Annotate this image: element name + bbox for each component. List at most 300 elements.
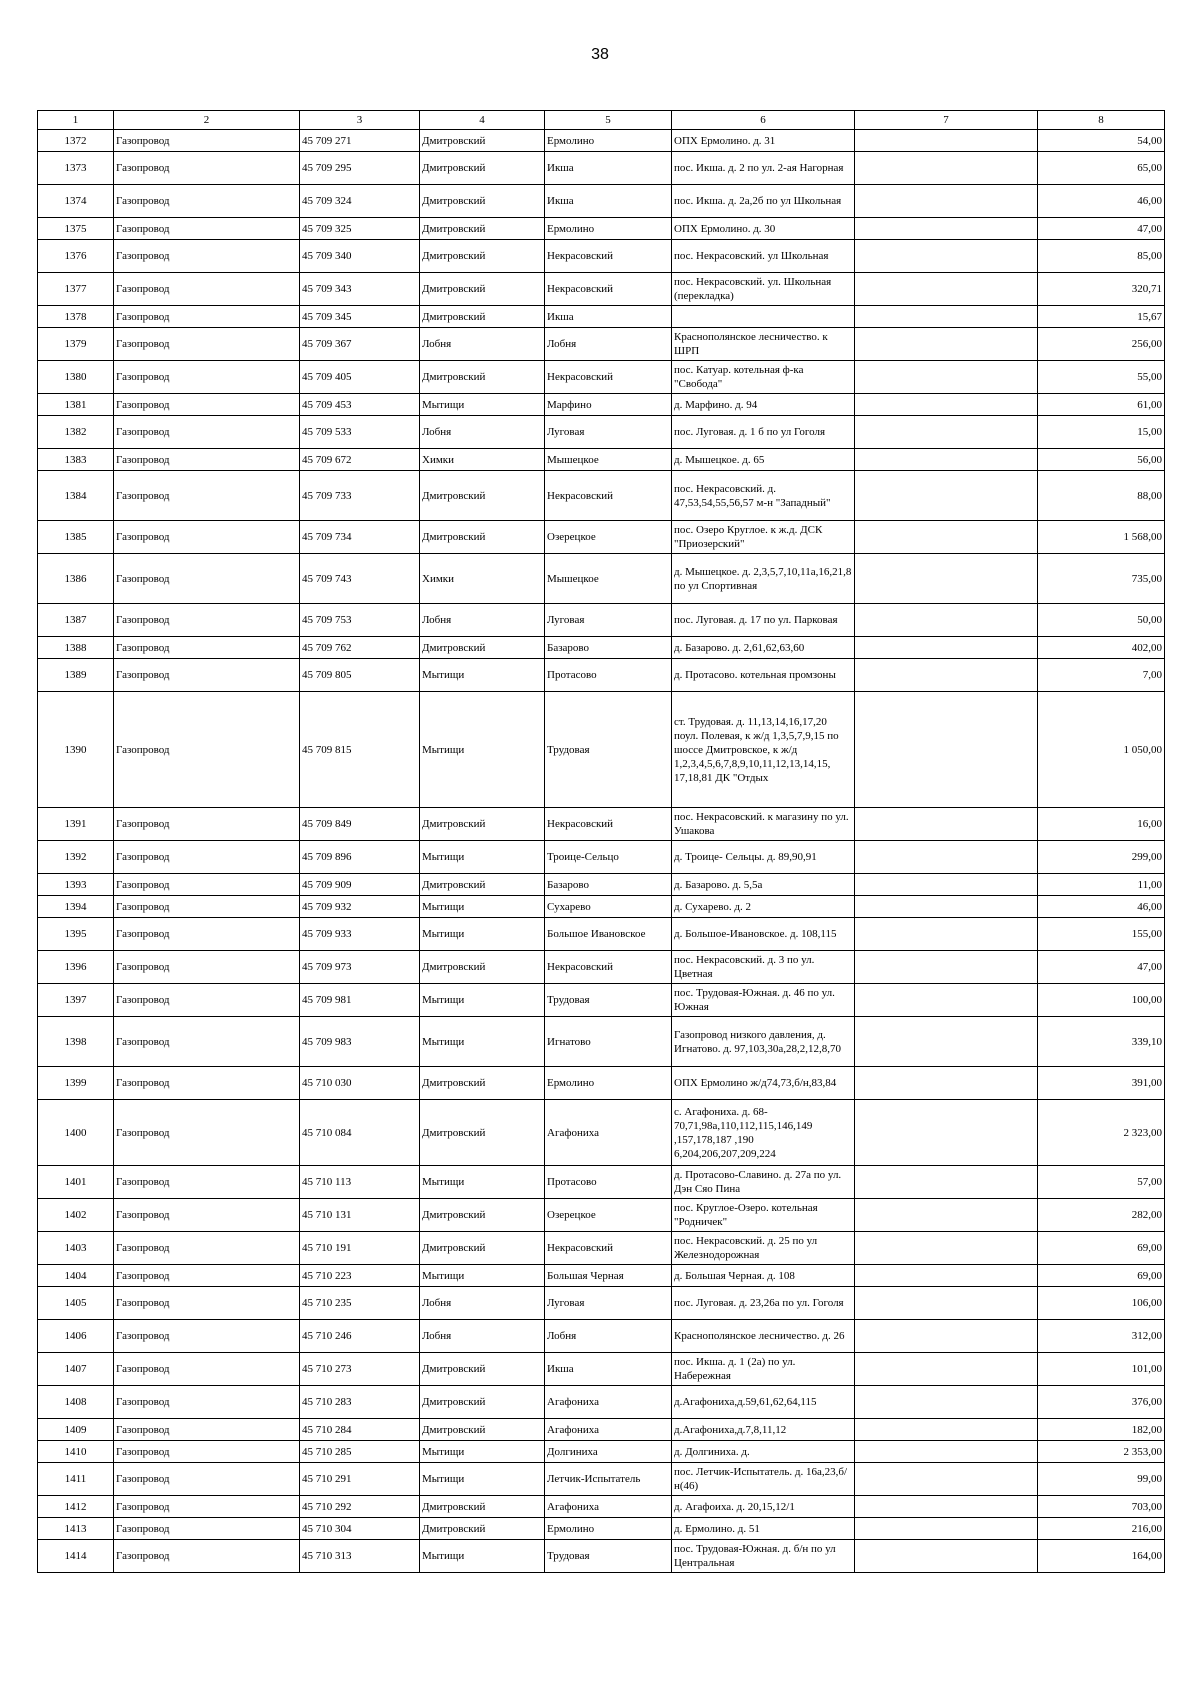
cell-address: д. Агафоиха. д. 20,15,12/1 [672,1496,855,1518]
table-row [38,1067,1165,1100]
table-row [38,1518,1165,1540]
cell-address: пос. Икша. д. 2а,2б по ул Школьная [672,185,855,218]
cell-object-type: Газопровод [114,604,300,637]
table-row [38,361,1165,394]
cell-note [855,1166,1038,1199]
cell-address: д. Базарово. д. 5,5а [672,874,855,896]
cell-object-code: 45 709 983 [300,1017,420,1067]
cell-district: Лобня [420,328,545,361]
cell-locality: Некрасовский [545,240,672,273]
cell-row-number: 1376 [38,240,114,273]
cell-object-type: Газопровод [114,896,300,918]
cell-length: 46,00 [1038,896,1165,918]
table-row [38,449,1165,471]
cell-object-code: 45 710 283 [300,1386,420,1419]
cell-note [855,1441,1038,1463]
cell-object-type: Газопровод [114,328,300,361]
table-row [38,1419,1165,1441]
cell-object-type: Газопровод [114,918,300,951]
cell-row-number: 1387 [38,604,114,637]
cell-locality: Протасово [545,659,672,692]
cell-object-type: Газопровод [114,306,300,328]
cell-object-code: 45 710 235 [300,1287,420,1320]
cell-row-number: 1397 [38,984,114,1017]
cell-object-type: Газопровод [114,1441,300,1463]
cell-object-type: Газопровод [114,218,300,240]
cell-object-code: 45 709 762 [300,637,420,659]
cell-object-type: Газопровод [114,361,300,394]
table-row [38,185,1165,218]
table-row [38,554,1165,604]
table-row [38,1320,1165,1353]
column-header: 2 [114,111,300,130]
cell-note [855,240,1038,273]
cell-row-number: 1404 [38,1265,114,1287]
cell-note [855,1067,1038,1100]
cell-object-type: Газопровод [114,471,300,521]
cell-note [855,984,1038,1017]
cell-length: 65,00 [1038,152,1165,185]
cell-address: д. Протасово. котельная промзоны [672,659,855,692]
cell-district: Мытищи [420,692,545,808]
cell-note [855,951,1038,984]
table-row [38,1199,1165,1232]
cell-district: Мытищи [420,1017,545,1067]
cell-row-number: 1410 [38,1441,114,1463]
cell-address: Краснополянское лесничество. к ШРП [672,328,855,361]
cell-object-code: 45 710 131 [300,1199,420,1232]
cell-address: пос. Трудовая-Южная. д. б/н по ул Центральная [672,1540,855,1573]
cell-object-code: 45 710 113 [300,1166,420,1199]
cell-object-code: 45 709 325 [300,218,420,240]
cell-object-type: Газопровод [114,185,300,218]
table-row [38,918,1165,951]
cell-object-code: 45 709 295 [300,152,420,185]
cell-note [855,874,1038,896]
column-header: 4 [420,111,545,130]
cell-object-type: Газопровод [114,1166,300,1199]
cell-district: Дмитровский [420,273,545,306]
cell-locality: Ермолино [545,218,672,240]
cell-locality: Лобня [545,1320,672,1353]
cell-address: пос. Некрасовский. к магазину по ул. Ушакова [672,808,855,841]
cell-locality: Икша [545,185,672,218]
cell-row-number: 1403 [38,1232,114,1265]
cell-object-type: Газопровод [114,1419,300,1441]
table-row [38,1232,1165,1265]
cell-note [855,273,1038,306]
cell-address: д. Марфино. д. 94 [672,394,855,416]
cell-locality: Летчик-Испытатель [545,1463,672,1496]
column-header: 3 [300,111,420,130]
cell-row-number: 1394 [38,896,114,918]
cell-address: д. Ермолино. д. 51 [672,1518,855,1540]
cell-length: 46,00 [1038,185,1165,218]
cell-locality: Ермолино [545,1067,672,1100]
cell-address: д. Долгиниха. д. [672,1441,855,1463]
cell-note [855,1287,1038,1320]
cell-object-type: Газопровод [114,692,300,808]
table-row [38,808,1165,841]
table-row [38,896,1165,918]
cell-row-number: 1373 [38,152,114,185]
cell-row-number: 1401 [38,1166,114,1199]
cell-object-type: Газопровод [114,1518,300,1540]
cell-address: пос. Катуар. котельная ф-ка "Свобода" [672,361,855,394]
cell-length: 57,00 [1038,1166,1165,1199]
cell-length: 735,00 [1038,554,1165,604]
cell-object-type: Газопровод [114,1353,300,1386]
cell-district: Мытищи [420,1441,545,1463]
cell-district: Дмитровский [420,1199,545,1232]
cell-district: Химки [420,554,545,604]
cell-length: 2 323,00 [1038,1100,1165,1166]
cell-row-number: 1409 [38,1419,114,1441]
table-row [38,1386,1165,1419]
cell-object-type: Газопровод [114,1265,300,1287]
cell-district: Дмитровский [420,521,545,554]
cell-address: пос. Трудовая-Южная. д. 46 по ул. Южная [672,984,855,1017]
cell-note [855,896,1038,918]
cell-district: Дмитровский [420,1232,545,1265]
cell-object-type: Газопровод [114,130,300,152]
cell-note [855,1232,1038,1265]
column-header: 6 [672,111,855,130]
cell-note [855,1199,1038,1232]
cell-object-code: 45 709 932 [300,896,420,918]
cell-object-code: 45 709 340 [300,240,420,273]
cell-row-number: 1411 [38,1463,114,1496]
cell-locality: Некрасовский [545,471,672,521]
table-row [38,394,1165,416]
cell-row-number: 1398 [38,1017,114,1067]
cell-address: д. Мышецкое. д. 2,3,5,7,10,11а,16,21,8 по ул Спортивная [672,554,855,604]
table-row [38,1265,1165,1287]
table-row [38,521,1165,554]
cell-row-number: 1407 [38,1353,114,1386]
cell-length: 88,00 [1038,471,1165,521]
cell-district: Мытищи [420,841,545,874]
cell-row-number: 1391 [38,808,114,841]
cell-note [855,918,1038,951]
cell-object-code: 45 710 030 [300,1067,420,1100]
table-row [38,240,1165,273]
table-row [38,1540,1165,1573]
cell-note [855,1320,1038,1353]
cell-locality: Мышецкое [545,554,672,604]
cell-locality: Базарово [545,874,672,896]
cell-length: 256,00 [1038,328,1165,361]
cell-note [855,1265,1038,1287]
cell-district: Дмитровский [420,1496,545,1518]
cell-object-type: Газопровод [114,1386,300,1419]
cell-length: 47,00 [1038,218,1165,240]
cell-locality: Ермолино [545,1518,672,1540]
cell-locality: Некрасовский [545,1232,672,1265]
cell-district: Дмитровский [420,1419,545,1441]
cell-district: Дмитровский [420,1100,545,1166]
cell-locality: Игнатово [545,1017,672,1067]
cell-object-type: Газопровод [114,841,300,874]
cell-locality: Озерецкое [545,1199,672,1232]
cell-district: Дмитровский [420,1067,545,1100]
table-row [38,984,1165,1017]
cell-address: ОПХ Ермолино. д. 30 [672,218,855,240]
cell-object-code: 45 709 743 [300,554,420,604]
cell-locality: Ермолино [545,130,672,152]
cell-locality: Трудовая [545,984,672,1017]
cell-length: 15,00 [1038,416,1165,449]
cell-row-number: 1378 [38,306,114,328]
cell-address: пос. Летчик-Испытатель. д. 16а,23,б/н(46) [672,1463,855,1496]
cell-row-number: 1408 [38,1386,114,1419]
table-row [38,874,1165,896]
cell-district: Мытищи [420,1166,545,1199]
cell-length: 99,00 [1038,1463,1165,1496]
cell-row-number: 1384 [38,471,114,521]
cell-address: Газопровод низкого давления, д. Игнатово. д. 97,103,30а,28,2,12,8,70 [672,1017,855,1067]
cell-address: д. Сухарево. д. 2 [672,896,855,918]
cell-row-number: 1393 [38,874,114,896]
cell-note [855,130,1038,152]
cell-address: д. Мышецкое. д. 65 [672,449,855,471]
table-row [38,1287,1165,1320]
table-row [38,1496,1165,1518]
cell-district: Мытищи [420,918,545,951]
cell-row-number: 1405 [38,1287,114,1320]
cell-address: пос. Луговая. д. 23,26а по ул. Гоголя [672,1287,855,1320]
cell-object-code: 45 709 933 [300,918,420,951]
cell-length: 69,00 [1038,1232,1165,1265]
cell-note [855,637,1038,659]
registry-table [37,110,1165,1573]
cell-length: 50,00 [1038,604,1165,637]
cell-district: Дмитровский [420,152,545,185]
cell-note [855,449,1038,471]
cell-row-number: 1389 [38,659,114,692]
cell-note [855,416,1038,449]
cell-district: Мытищи [420,1463,545,1496]
cell-row-number: 1382 [38,416,114,449]
cell-note [855,808,1038,841]
cell-locality: Большое Ивановское [545,918,672,951]
cell-address: пос. Круглое-Озеро. котельная "Родничек" [672,1199,855,1232]
cell-object-type: Газопровод [114,951,300,984]
cell-object-code: 45 710 084 [300,1100,420,1166]
cell-address: д. Протасово-Славино. д. 27а по ул. Дэн Сяо Пина [672,1166,855,1199]
cell-district: Мытищи [420,896,545,918]
cell-note [855,185,1038,218]
cell-row-number: 1402 [38,1199,114,1232]
cell-object-type: Газопровод [114,1540,300,1573]
table-row [38,1463,1165,1496]
cell-locality: Трудовая [545,692,672,808]
cell-object-type: Газопровод [114,1067,300,1100]
table-row [38,130,1165,152]
cell-note [855,554,1038,604]
cell-locality: Икша [545,306,672,328]
cell-object-type: Газопровод [114,273,300,306]
cell-address: Краснополянское лесничество. д. 26 [672,1320,855,1353]
cell-object-code: 45 710 313 [300,1540,420,1573]
cell-object-code: 45 710 285 [300,1441,420,1463]
cell-row-number: 1380 [38,361,114,394]
cell-address: пос. Икша. д. 1 (2а) по ул. Набережная [672,1353,855,1386]
cell-note [855,1463,1038,1496]
cell-note [855,1386,1038,1419]
cell-object-code: 45 709 533 [300,416,420,449]
cell-address: пос. Некрасовский. ул Школьная [672,240,855,273]
cell-length: 216,00 [1038,1518,1165,1540]
cell-object-code: 45 710 273 [300,1353,420,1386]
column-header: 5 [545,111,672,130]
column-header: 1 [38,111,114,130]
cell-object-code: 45 709 343 [300,273,420,306]
cell-object-code: 45 709 345 [300,306,420,328]
cell-object-type: Газопровод [114,808,300,841]
table-row [38,951,1165,984]
cell-locality: Сухарево [545,896,672,918]
cell-address: ст. Трудовая. д. 11,13,14,16,17,20 поул. Полевая, к ж/д 1,3,5,7,9,15 по шоссе Дмитровское, к ж/д 1,2,3,4,5,6,7,8,9,10,11,12,13,14,15, 17,18,81 ДК "Отдых [672,692,855,808]
cell-row-number: 1395 [38,918,114,951]
table-row [38,1166,1165,1199]
cell-locality: Луговая [545,416,672,449]
table-row [38,692,1165,808]
cell-district: Дмитровский [420,637,545,659]
cell-note [855,841,1038,874]
cell-object-code: 45 710 304 [300,1518,420,1540]
cell-object-code: 45 709 896 [300,841,420,874]
cell-address: ОПХ Ермолино ж/д74,73,б/н,83,84 [672,1067,855,1100]
cell-row-number: 1386 [38,554,114,604]
cell-object-code: 45 709 405 [300,361,420,394]
cell-address: пос. Луговая. д. 17 по ул. Парковая [672,604,855,637]
cell-object-code: 45 709 453 [300,394,420,416]
cell-locality: Некрасовский [545,808,672,841]
cell-length: 402,00 [1038,637,1165,659]
cell-district: Дмитровский [420,471,545,521]
cell-note [855,1518,1038,1540]
cell-object-code: 45 709 909 [300,874,420,896]
cell-object-code: 45 710 284 [300,1419,420,1441]
cell-note [855,692,1038,808]
cell-district: Дмитровский [420,1386,545,1419]
cell-row-number: 1413 [38,1518,114,1540]
table-row [38,1353,1165,1386]
cell-object-type: Газопровод [114,152,300,185]
cell-row-number: 1381 [38,394,114,416]
cell-address: пос. Икша. д. 2 по ул. 2-ая Нагорная [672,152,855,185]
cell-locality: Икша [545,152,672,185]
cell-district: Химки [420,449,545,471]
cell-address: с. Агафониха. д. 68-70,71,98а,110,112,115,146,149 ,157,178,187 ,190 6,204,206,207,209,224 [672,1100,855,1166]
cell-address: д.Агафониха,д.59,61,62,64,115 [672,1386,855,1419]
table-row [38,1100,1165,1166]
cell-locality: Икша [545,1353,672,1386]
cell-address: д.Агафониха,д.7,8,11,12 [672,1419,855,1441]
cell-row-number: 1383 [38,449,114,471]
cell-row-number: 1390 [38,692,114,808]
cell-note [855,1419,1038,1441]
cell-object-type: Газопровод [114,1496,300,1518]
cell-object-type: Газопровод [114,637,300,659]
cell-address: пос. Озеро Круглое. к ж.д. ДСК "Приозерский" [672,521,855,554]
cell-object-code: 45 709 753 [300,604,420,637]
cell-row-number: 1379 [38,328,114,361]
cell-object-type: Газопровод [114,521,300,554]
cell-note [855,471,1038,521]
cell-district: Дмитровский [420,808,545,841]
table-row [38,416,1165,449]
cell-district: Дмитровский [420,306,545,328]
cell-object-type: Газопровод [114,1320,300,1353]
cell-locality: Некрасовский [545,273,672,306]
cell-note [855,394,1038,416]
cell-object-type: Газопровод [114,1287,300,1320]
cell-locality: Трудовая [545,1540,672,1573]
cell-address: д. Большая Черная. д. 108 [672,1265,855,1287]
table-row [38,306,1165,328]
cell-district: Дмитровский [420,185,545,218]
cell-locality: Озерецкое [545,521,672,554]
table-row [38,152,1165,185]
cell-district: Дмитровский [420,951,545,984]
cell-row-number: 1412 [38,1496,114,1518]
cell-row-number: 1396 [38,951,114,984]
cell-district: Дмитровский [420,218,545,240]
cell-object-type: Газопровод [114,240,300,273]
cell-object-code: 45 710 191 [300,1232,420,1265]
table-row [38,659,1165,692]
cell-length: 101,00 [1038,1353,1165,1386]
cell-object-code: 45 709 324 [300,185,420,218]
cell-object-code: 45 709 733 [300,471,420,521]
cell-length: 54,00 [1038,130,1165,152]
cell-district: Лобня [420,1287,545,1320]
cell-locality: Протасово [545,1166,672,1199]
cell-object-code: 45 710 246 [300,1320,420,1353]
cell-row-number: 1400 [38,1100,114,1166]
cell-length: 7,00 [1038,659,1165,692]
cell-locality: Некрасовский [545,951,672,984]
cell-row-number: 1414 [38,1540,114,1573]
cell-locality: Агафониха [545,1496,672,1518]
cell-district: Мытищи [420,659,545,692]
cell-locality: Большая Черная [545,1265,672,1287]
cell-district: Лобня [420,604,545,637]
cell-note [855,659,1038,692]
cell-row-number: 1377 [38,273,114,306]
cell-note [855,306,1038,328]
cell-district: Мытищи [420,1265,545,1287]
cell-length: 703,00 [1038,1496,1165,1518]
cell-locality: Агафониха [545,1419,672,1441]
cell-length: 56,00 [1038,449,1165,471]
cell-length: 182,00 [1038,1419,1165,1441]
cell-length: 2 353,00 [1038,1441,1165,1463]
cell-district: Мытищи [420,394,545,416]
cell-length: 376,00 [1038,1386,1165,1419]
table-row [38,637,1165,659]
cell-length: 55,00 [1038,361,1165,394]
cell-length: 11,00 [1038,874,1165,896]
cell-district: Дмитровский [420,130,545,152]
cell-address [672,306,855,328]
table-row [38,1017,1165,1067]
cell-address: д. Большое-Ивановское. д. 108,115 [672,918,855,951]
cell-object-type: Газопровод [114,659,300,692]
column-header: 8 [1038,111,1165,130]
